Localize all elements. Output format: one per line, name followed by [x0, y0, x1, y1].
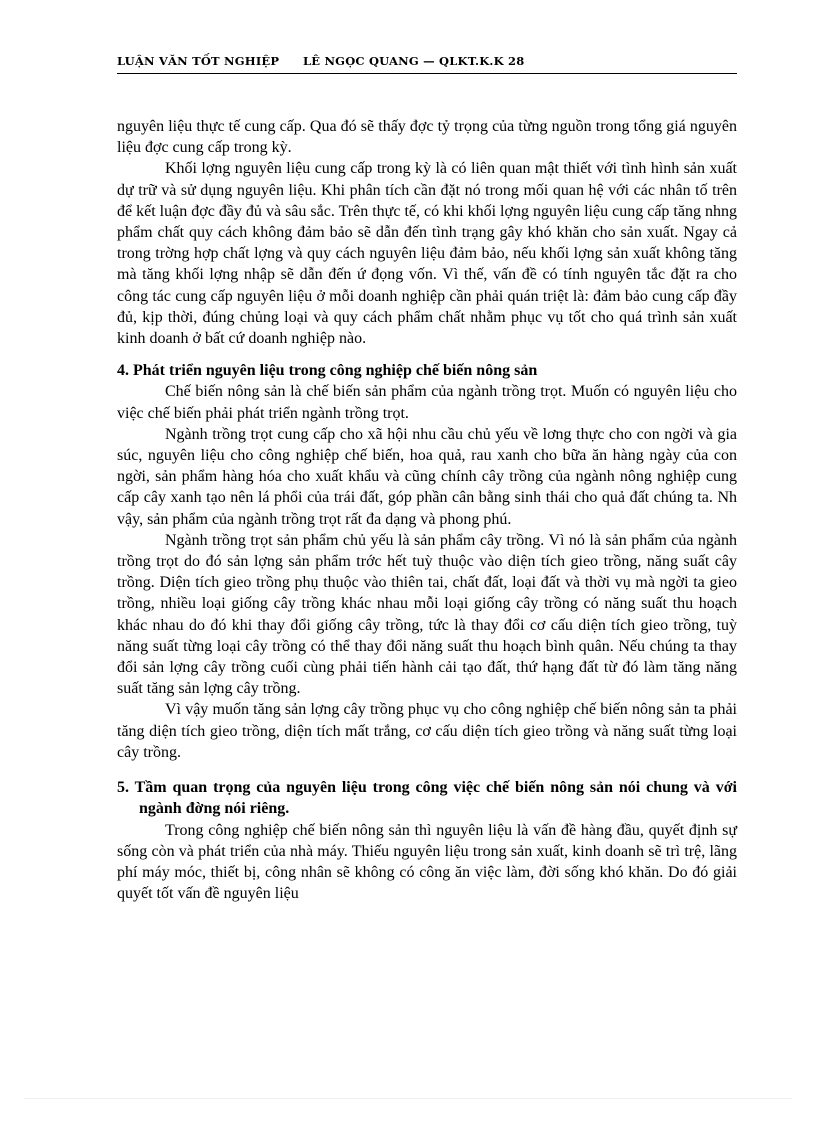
paragraph: Ngành trồng trọt sản phẩm chủ yếu là sản phẩm cây trồng. Vì nó là sản phẩm của ngành trồng trọt do đó sản lợng sản phẩm trớc hết tuỳ thuộc vào diện tích gieo trồng, năng suất cây trồng. Diện tích gieo trồng phụ thuộc vào thiên tai, chất đất, loại đất và thời vụ mà ngời ta gieo trồng, nhiều loại giống cây trồng khác nhau mỗi loại giống cây trồng có năng suất thu hoạch khác nhau do đó khi thay đổi giống cây trồng, tức là thay đổi cơ cấu diện tích gieo trồng, tuỳ năng suất từng loại cây trồng có thể thay đổi năng suất thu hoạch bình quân. Nếu chúng ta thay đổi sản lợng cây trồng cuối cùng phải tiến hành cải tạo đất, thứ hạng đất từ đó làm tăng năng suất tăng sản lợng cây trồng. — [117, 531, 737, 698]
paragraph: Trong công nghiệp chế biến nông sản thì nguyên liệu là vấn đề hàng đầu, quyết định sự sống còn và phát triển của nhà máy. Thiếu nguyên liệu trong sản xuất, kinh doanh sẽ trì trệ, lãng phí máy móc, thiết bị, công nhân sẽ không có công ăn việc làm, đời sống khó khăn. Do đó giải quyết tốt vấn đề nguyên liệu — [117, 821, 737, 903]
paragraph: nguyên liệu thực tế cung cấp. Qua đó sẽ thấy đợc tỷ trọng của từng nguồn trong tổng giá nguyên liệu đợc cung cấp trong kỳ. — [117, 118, 737, 157]
header-thesis-label: LUẬN VĂN TỐT NGHIỆP — [117, 54, 280, 68]
header-author-label: LÊ NGỌC QUANG — QLKT.K.K 28 — [303, 54, 525, 68]
document-body — [117, 116, 737, 904]
section-heading-5: 5. Tầm quan trọng của nguyên liệu trong công việc chế biến nông sản nói chung và với ngành đờng nói riêng. — [117, 779, 737, 818]
section-heading-4: 4. Phát triển nguyên liệu trong công nghiệp chế biến nông sản — [117, 362, 538, 380]
page-bottom-edge — [24, 1098, 792, 1099]
paragraph: Khối lợng nguyên liệu cung cấp trong kỳ là có liên quan mật thiết với tình hình sản xuất dự trữ và sử dụng nguyên liệu. Khi phân tích cần đặt nó trong mối quan hệ với các nhân tố trên để kết luận đợc đầy đủ và sâu sắc. Trên thực tế, có khi khối lợng nguyên liệu cung cấp tăng nhng phẩm chất quy cách không đảm bảo sẽ dẫn đến tình trạng gây khó khăn cho sản xuất. Ngay cả trong trờng hợp chất lợng và quy cách nguyên liệu đảm bảo, nếu khối lợng sản xuất không tăng mà tăng khối lợng nhập sẽ dẫn đến ứ đọng vốn. Vì thế, vấn đề có tính nguyên tắc đặt ra cho công tác cung cấp nguyên liệu ở mỗi doanh nghiệp cần phải quán triệt là: đảm bảo cung cấp đầy đủ, kịp thời, đúng chủng loại và quy cách phẩm chất nhằm phục vụ tốt cho quá trình sản xuất kinh doanh ở bất cứ doanh nghiệp nào. — [117, 160, 737, 348]
paragraph: Chế biến nông sản là chế biến sản phẩm của ngành trồng trọt. Muốn có nguyên liệu cho việc chế biến phải phát triển ngành trồng trọt. — [117, 383, 737, 422]
paragraph: Vì vậy muốn tăng sản lợng cây trồng phục vụ cho công nghiệp chế biến nông sản ta phải tăng diện tích gieo trồng, diện tích mất trắng, cơ cấu diện tích gieo trồng và năng suất từng loại cây trồng. — [117, 701, 737, 761]
paragraph: Ngành trồng trọt cung cấp cho xã hội nhu cầu chủ yếu về lơng thực cho con ngời và gia súc, nguyên liệu cho công nghiệp chế biến, hoa quả, rau xanh cho bữa ăn hàng ngày của con ngời, sản phẩm hàng hóa cho xuất khẩu và cũng chính cây trồng của ngành nông nghiệp cung cấp cây xanh tạo nên lá phổi của trái đất, góp phần cân bằng sinh thái cho quả đất chúng ta. Nh vậy, sản phẩm của ngành trồng trọt rất đa dạng và phong phú. — [117, 425, 737, 528]
page-header — [117, 52, 737, 74]
header-rule — [117, 73, 737, 74]
